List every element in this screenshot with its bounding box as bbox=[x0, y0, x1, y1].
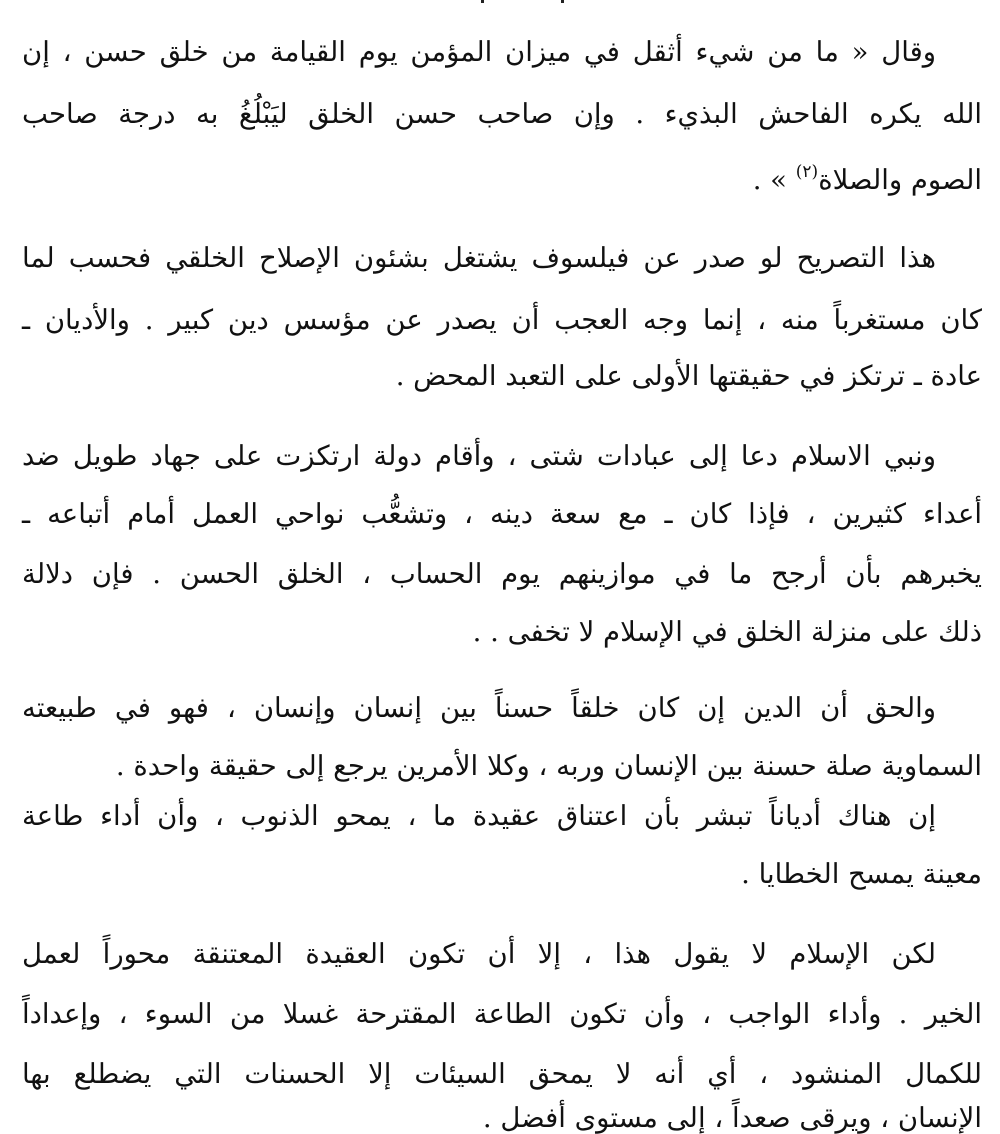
text-line: الله يكره الفاحش البذيء . وإن صاحب حسن الخلق ليَبْلُغُ به درجة صاحب bbox=[22, 98, 982, 130]
text-line: لكن الإسلام لا يقول هذا ، إلا أن تكون العقيدة المعتنقة محوراً لعمل bbox=[22, 938, 936, 970]
text-line: والحق أن الدين إن كان خلقاً حسناً بين إنسان وإنسان ، فهو في طبيعته bbox=[22, 692, 936, 724]
text-line: إن هناك أدياناً تبشر بأن اعتناق عقيدة ما ، يمحو الذنوب ، وأن أداء طاعة bbox=[22, 800, 936, 832]
text-line: هذا التصريح لو صدر عن فيلسوف يشتغل بشئون الإصلاح الخلقي فحسب لما bbox=[22, 242, 936, 274]
text-line: للكمال المنشود ، أي أنه لا يمحق السيئات إلا الحسنات التي يضطلع بها bbox=[22, 1058, 982, 1090]
top-edge-marks bbox=[22, 0, 982, 4]
text-line: وقال « ما من شيء أثقل في ميزان المؤمن يوم القيامة من خلق حسن ، إن bbox=[22, 36, 936, 68]
text-line: ونبي الاسلام دعا إلى عبادات شتى ، وأقام دولة ارتكزت على جهاد طويل ضد bbox=[22, 440, 936, 472]
text-line: يخبرهم بأن أرجح ما في موازينهم يوم الحساب ، الخلق الحسن . فإن دلالة bbox=[22, 558, 982, 590]
footnote-marker: (٢) bbox=[795, 162, 819, 182]
text-line: السماوية صلة حسنة بين الإنسان وربه ، وكلا الأمرين يرجع إلى حقيقة واحدة . bbox=[115, 750, 982, 782]
text-line bbox=[22, 144, 982, 200]
text-line: عادة ـ ترتكز في حقيقتها الأولى على التعبد المحض . bbox=[395, 360, 982, 392]
document-page bbox=[22, 0, 982, 1132]
text-line: الخير . وأداء الواجب ، وأن تكون الطاعة المقترحة غسلا من السوء ، وإعداداً bbox=[22, 998, 982, 1030]
text-line: الإنسان ، ويرقى صعداً ، إلى مستوى أفضل . bbox=[482, 1102, 982, 1134]
text-line: أعداء كثيرين ، فإذا كان ـ مع سعة دينه ، وتشعُّب نواحي العمل أمام أتباعه ـ bbox=[22, 498, 982, 530]
text-line: كان مستغرباً منه ، إنما وجه العجب أن يصدر عن مؤسس دين كبير . والأديان ـ bbox=[22, 304, 982, 336]
text-fragment: الصوم والصلاة bbox=[818, 164, 982, 196]
text-line: ذلك على منزلة الخلق في الإسلام لا تخفى . . bbox=[472, 616, 982, 648]
text-line: معينة يمسح الخطايا . bbox=[741, 858, 982, 890]
text-fragment: » . bbox=[752, 164, 788, 196]
